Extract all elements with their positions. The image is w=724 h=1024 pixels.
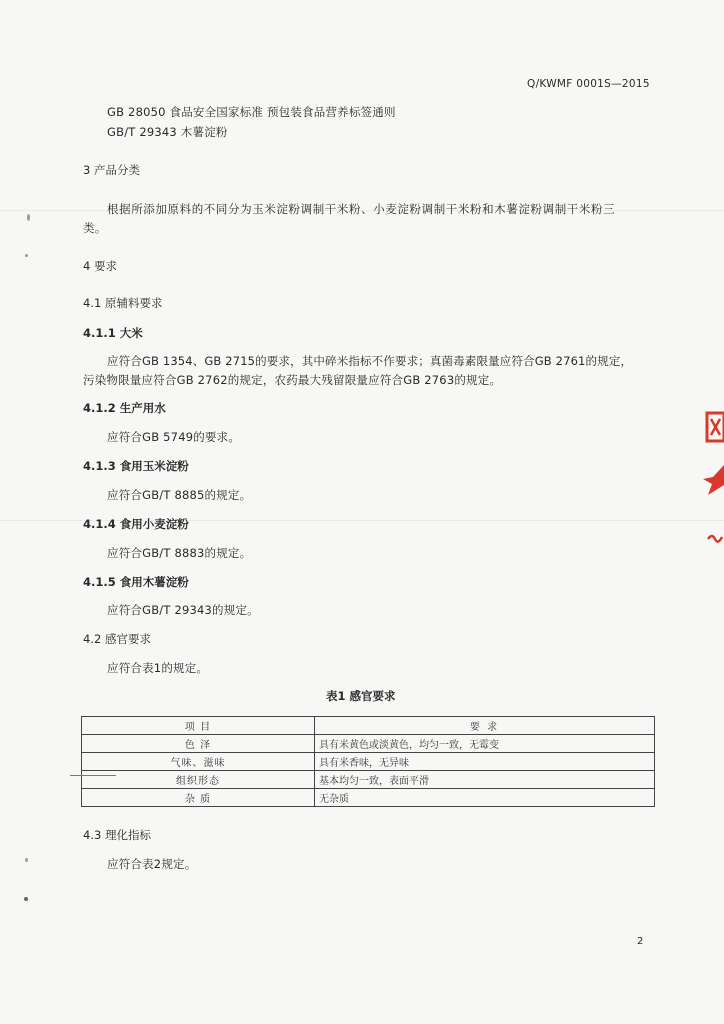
seal-fragment-stroke bbox=[706, 530, 724, 549]
seal-fragment-icon bbox=[705, 410, 724, 444]
clause-heading: 4.1.1 大米 bbox=[83, 326, 143, 340]
table-cell: 具有米香味，无异味 bbox=[315, 753, 655, 771]
clause-heading: 4.1.2 生产用水 bbox=[83, 401, 166, 415]
paragraph-line: 应符合GB/T 29343的规定。 bbox=[107, 603, 259, 617]
subsection-heading: 4.2 感官要求 bbox=[83, 632, 151, 646]
reference-item: GB 28050 食品安全国家标准 预包装食品营养标签通则 bbox=[107, 105, 396, 119]
page-number: 2 bbox=[637, 936, 644, 947]
table-cell: 基本均匀一致，表面平滑 bbox=[315, 771, 655, 789]
table-cell: 色 泽 bbox=[82, 735, 315, 753]
table-row bbox=[82, 771, 655, 789]
column-header-item: 项 目 bbox=[82, 717, 315, 735]
paragraph-line: 应符合表2规定。 bbox=[107, 857, 197, 871]
subsection-heading: 4.3 理化指标 bbox=[83, 828, 151, 842]
table-cell: 无杂质 bbox=[315, 789, 655, 807]
clause-heading: 4.1.4 食用小麦淀粉 bbox=[83, 517, 189, 531]
table-row bbox=[82, 789, 655, 807]
paragraph-line: 应符合GB 1354、GB 2715的要求，其中碎米指标不作要求；真菌毒素限量应符合GB 2761的规定， bbox=[107, 354, 633, 368]
reference-item: GB/T 29343 木薯淀粉 bbox=[107, 125, 228, 139]
table-row bbox=[82, 753, 655, 771]
table-row bbox=[82, 735, 655, 753]
table-cell: 具有米黄色或淡黄色，均匀一致，无霉变 bbox=[315, 735, 655, 753]
table-cell: 杂 质 bbox=[82, 789, 315, 807]
seal-star-icon bbox=[703, 465, 724, 499]
paragraph-line: 应符合表1的规定。 bbox=[107, 661, 209, 675]
scan-speck bbox=[70, 775, 116, 776]
table-caption: 表1 感官要求 bbox=[326, 689, 396, 703]
scan-speck bbox=[25, 254, 28, 257]
section-heading: 3 产品分类 bbox=[83, 163, 140, 177]
paragraph-line: 应符合GB 5749的要求。 bbox=[107, 430, 241, 444]
sensory-requirements-table bbox=[81, 716, 655, 807]
seal-fragment-glyph bbox=[705, 410, 724, 450]
table-cell: 组织形态 bbox=[82, 771, 315, 789]
scan-speck bbox=[24, 897, 28, 901]
document-id: Q/KWMF 0001S—2015 bbox=[527, 78, 650, 90]
paragraph-line: 应符合GB/T 8883的规定。 bbox=[107, 546, 252, 560]
paragraph-line: 污染物限量应符合GB 2762的规定，农药最大残留限量应符合GB 2763的规定。 bbox=[83, 373, 502, 387]
paragraph-line: 类。 bbox=[83, 221, 107, 235]
scan-speck bbox=[27, 214, 30, 221]
section-heading: 4 要求 bbox=[83, 259, 117, 273]
column-header-requirement: 要 求 bbox=[315, 717, 655, 735]
paragraph-line: 根据所添加原料的不同分为玉米淀粉调制干米粉、小麦淀粉调制干米粉和木薯淀粉调制干米粉三 bbox=[107, 202, 616, 216]
table-header-row bbox=[82, 717, 655, 735]
table-cell: 气味、滋味 bbox=[82, 753, 315, 771]
subsection-heading: 4.1 原辅料要求 bbox=[83, 296, 163, 310]
paragraph-line: 应符合GB/T 8885的规定。 bbox=[107, 488, 252, 502]
clause-heading: 4.1.3 食用玉米淀粉 bbox=[83, 459, 189, 473]
scan-speck bbox=[25, 858, 28, 862]
clause-heading: 4.1.5 食用木薯淀粉 bbox=[83, 575, 189, 589]
